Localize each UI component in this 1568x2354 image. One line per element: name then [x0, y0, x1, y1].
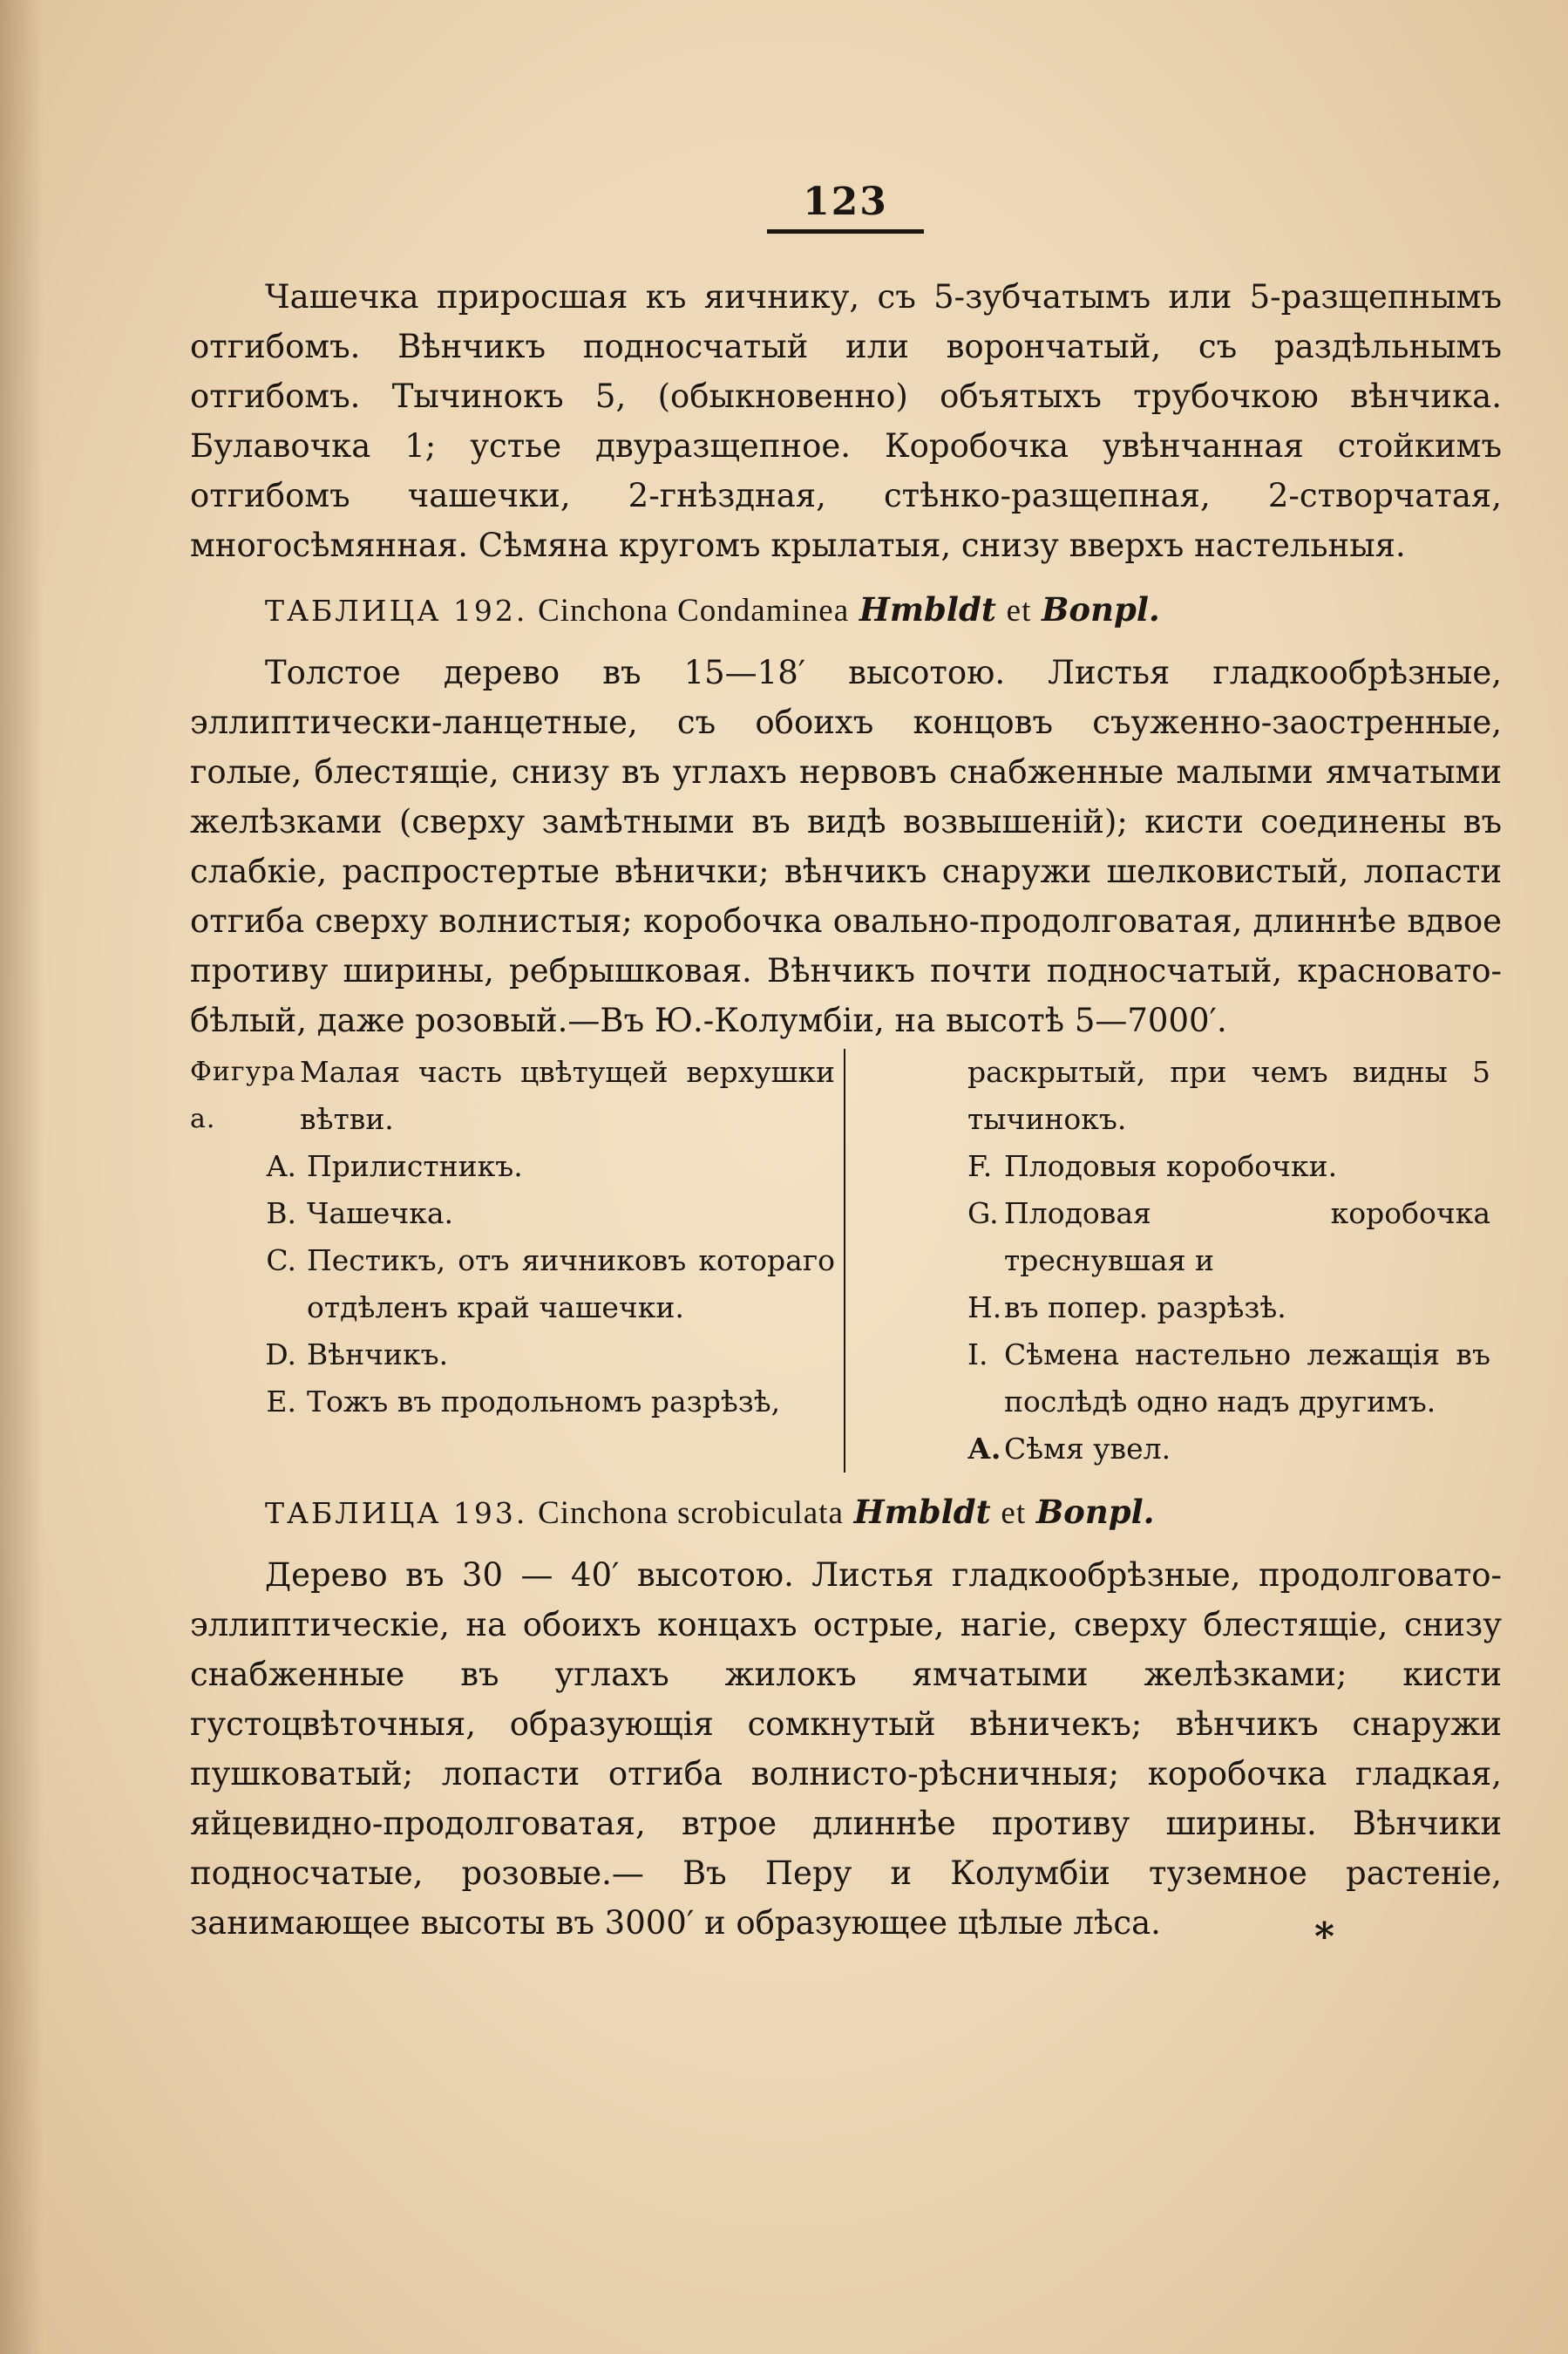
figure-item: [190, 1049, 835, 1143]
table-193-author2: Bonpl.: [1035, 1493, 1155, 1531]
table-192-author2: Bonpl.: [1042, 590, 1160, 629]
intro-paragraph: Чашечка приросшая къ яичнику, съ 5-зубчатымъ или 5-разщепнымъ отгибомъ. Вѣнчикъ подносчатый или ворончатый, съ раздѣльнымъ отгибомъ. Тычинокъ 5, (обыкновенно) объятыхъ трубочкою вѣнчика. Булавочка 1; устье двуразщепное. Коробочка увѣнчанная стойкимъ отгибомъ чашечки, 2-гнѣздная, стѣнко-разщепная, 2-створчатая, многосѣмянная. Сѣмяна кругомъ крылатыя, снизу вверхъ настельныя.: [190, 278, 1502, 564]
table-193-description: Дерево въ 30 — 40′ высотою. Листья гладкообрѣзные, продолговато-эллиптическіе, на обоихъ концахъ острые, нагіе, сверху блестящіе, снизу снабженные въ углахъ жилокъ ямчатыми желѣзками; кисти густоцвѣточныя, образующія сомкнутый вѣничекъ; вѣнчикъ снаружи пушковатый; лопасти отгиба волнисто-рѣсничныя; коробочка гладкая, яйцевидно-продолговатая, втрое длиннѣе противу ширины. Вѣнчики подносчатые, розовые.— Въ Перу и Колумбіи туземное растеніе, занимающее высоты въ 3000′ и образующее цѣлые лѣса.: [190, 1556, 1502, 1942]
table-192-description: Толстое дерево въ 15—18′ высотою. Листья гладкообрѣзные, эллиптически-ланцетные, съ обоихъ концовъ съуженно-заостренные, голые, блестящіе, снизу въ углахъ нервовъ снабженные малыми ямчатыми желѣзками (сверху замѣтными въ видѣ возвышеній); кисти соединены въ слабкіе, распростертые вѣнички; вѣнчикъ снаружи шелковистый, лопасти отгиба сверху волнистыя; коробочка овально-продолговатая, длиннѣе вдвое противу ширины, ребрышковая. Вѣнчикъ почти подносчатый, красновато-бѣлый, даже розовый.—Въ Ю.-Колумбіи, на высотѣ 5—7000′.: [190, 654, 1502, 1039]
figure-letter: F.: [967, 1149, 993, 1183]
figure-item: [967, 1331, 1490, 1425]
figure-letter: Фигура а.: [190, 1057, 296, 1134]
figure-text: Плодовая коробочка треснувшая и: [1004, 1196, 1490, 1277]
figure-text: Малая часть цвѣтущей верхушки вѣтви.: [300, 1055, 835, 1136]
figure-letter: E.: [266, 1385, 296, 1419]
figure-letter: G.: [967, 1196, 999, 1230]
figure-text: Сѣмена настельно лежащія въ послѣдѣ одно надъ другимъ.: [1004, 1337, 1490, 1419]
figure-text: Сѣмя увел.: [1004, 1432, 1171, 1466]
header-rule: [767, 229, 924, 234]
page-body: [190, 272, 1502, 1948]
table-192-author1: Hmbldt: [859, 590, 996, 629]
table-192-label: ТАБЛИЦА 192.: [265, 594, 528, 628]
table-192-et: et: [1006, 593, 1032, 629]
figure-item: [190, 1190, 835, 1237]
figure-letter: D.: [265, 1337, 296, 1371]
figure-continuation: раскрытый, при чемъ видны 5 тычинокъ.: [967, 1055, 1490, 1136]
figure-item: [190, 1378, 835, 1425]
figure-text: въ попер. разрѣзѣ.: [1004, 1290, 1286, 1324]
figure-item: [967, 1143, 1490, 1190]
figure-legend-left-column: [190, 1049, 845, 1473]
table-193-species: Cinchona scrobiculata: [538, 1495, 844, 1531]
table-193-label: ТАБЛИЦА 193.: [265, 1496, 528, 1530]
figure-item: [190, 1237, 835, 1331]
figure-letter: C.: [266, 1243, 296, 1277]
figure-item: [190, 1331, 835, 1378]
figure-letter: B.: [266, 1196, 296, 1230]
figure-item: [190, 1143, 835, 1190]
figure-legend: [190, 1049, 1502, 1473]
figure-text: Вѣнчикъ.: [307, 1337, 449, 1371]
end-asterisk: *: [1314, 1915, 1335, 1959]
figure-text: Прилистникъ.: [307, 1149, 523, 1183]
table-193-heading: [190, 1487, 1502, 1538]
figure-item: [967, 1425, 1490, 1473]
table-193-et: et: [1001, 1495, 1027, 1531]
figure-letter: H.: [967, 1290, 1002, 1324]
figure-item: [967, 1284, 1490, 1331]
figure-item: [967, 1190, 1490, 1284]
figure-text: Тожъ въ продольномъ разрѣзѣ,: [307, 1385, 781, 1419]
figure-text: Плодовыя коробочки.: [1004, 1149, 1338, 1183]
figure-letter: А.: [967, 1432, 1001, 1466]
figure-letter: I.: [967, 1337, 988, 1371]
figure-letter: A.: [266, 1149, 296, 1183]
figure-text: Чашечка.: [307, 1196, 453, 1230]
page-number: 123: [803, 180, 888, 224]
table-192-species: Cinchona Condaminea: [538, 593, 850, 629]
figure-text: Пестикъ, отъ яичниковъ котораго отдѣленъ край чашечки.: [307, 1243, 835, 1324]
table-193-author1: Hmbldt: [853, 1493, 991, 1531]
table-192-heading: [190, 585, 1502, 636]
figure-legend-right-column: [845, 1049, 1490, 1473]
